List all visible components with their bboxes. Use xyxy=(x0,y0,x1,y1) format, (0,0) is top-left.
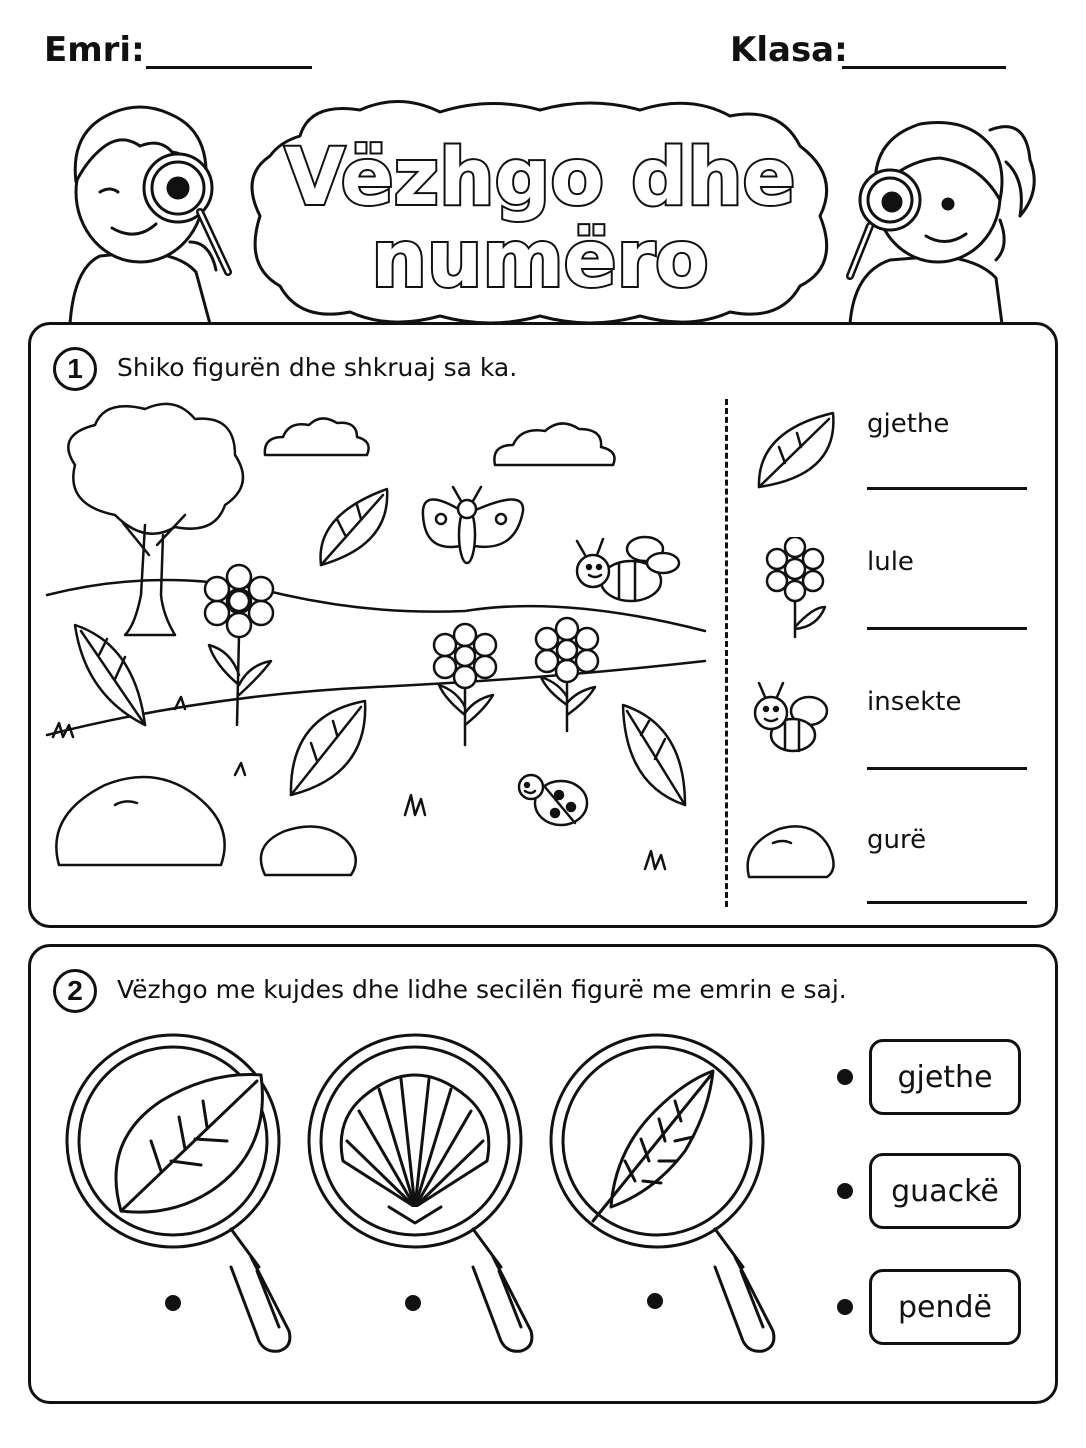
section-1-number: 1 xyxy=(53,347,97,391)
count-label-insects: insekte xyxy=(867,687,962,717)
section-1-instruction: Shiko figurën dhe shkruaj sa ka. xyxy=(117,353,518,382)
magnifier-leaf-picture[interactable] xyxy=(61,1031,301,1361)
title-line-2: numëro xyxy=(371,215,709,305)
section-2-number: 2 xyxy=(53,969,97,1013)
leaf-icon xyxy=(291,701,365,795)
count-label-leaves: gjethe xyxy=(867,409,950,439)
stone-icon xyxy=(261,827,356,876)
name-field[interactable] xyxy=(146,66,312,69)
count-stone-icon xyxy=(743,819,837,883)
butterfly-icon xyxy=(423,487,523,563)
connect-dot-shell[interactable] xyxy=(405,1295,421,1311)
count-answer-flowers[interactable] xyxy=(867,627,1027,630)
leaf-icon xyxy=(623,705,685,805)
count-answer-stones[interactable] xyxy=(867,901,1027,904)
count-answer-insects[interactable] xyxy=(867,767,1027,770)
connect-dot-feather[interactable] xyxy=(647,1293,663,1309)
girl-magnifier-icon xyxy=(830,100,1044,324)
count-flower-icon xyxy=(753,537,837,641)
section-2-instruction: Vëzhgo me kujdes dhe lidhe secilën figurë me emrin e saj. xyxy=(117,975,847,1004)
stone-icon xyxy=(56,777,224,865)
word-box-feather[interactable]: pendë xyxy=(869,1269,1021,1345)
connect-dot-word-3[interactable] xyxy=(837,1299,853,1315)
count-leaf-icon xyxy=(751,405,847,495)
bee-icon xyxy=(577,537,679,601)
leaf-icon xyxy=(321,489,388,565)
cloud-icon xyxy=(494,423,614,465)
class-label: Klasa: xyxy=(730,30,848,70)
count-bee-icon xyxy=(749,671,833,761)
count-label-flowers: lule xyxy=(867,547,914,577)
word-box-shell[interactable]: guackë xyxy=(869,1153,1021,1229)
count-answer-leaves[interactable] xyxy=(867,487,1027,490)
cloud-icon xyxy=(265,418,369,455)
name-label: Emri: xyxy=(44,30,145,70)
count-label-stones: gurë xyxy=(867,825,927,855)
word-box-leaf[interactable]: gjethe xyxy=(869,1039,1021,1115)
section-2-panel xyxy=(28,944,1058,1404)
magnifier-shell-picture[interactable] xyxy=(303,1031,543,1361)
class-field[interactable] xyxy=(842,66,1006,69)
section-1-panel xyxy=(28,322,1058,928)
divider xyxy=(725,399,728,907)
boy-magnifier-icon xyxy=(40,92,250,324)
magnifier-feather-picture[interactable] xyxy=(545,1031,785,1361)
flower-icon xyxy=(536,618,598,731)
connect-dot-word-1[interactable] xyxy=(837,1069,853,1085)
connect-dot-leaf[interactable] xyxy=(165,1295,181,1311)
connect-dot-word-2[interactable] xyxy=(837,1183,853,1199)
leaf-icon xyxy=(75,625,145,725)
nature-scene xyxy=(45,395,713,905)
title-cloud xyxy=(240,96,840,328)
ladybug-icon xyxy=(519,775,587,825)
title-line-1: Vëzhgo dhe xyxy=(284,133,796,223)
